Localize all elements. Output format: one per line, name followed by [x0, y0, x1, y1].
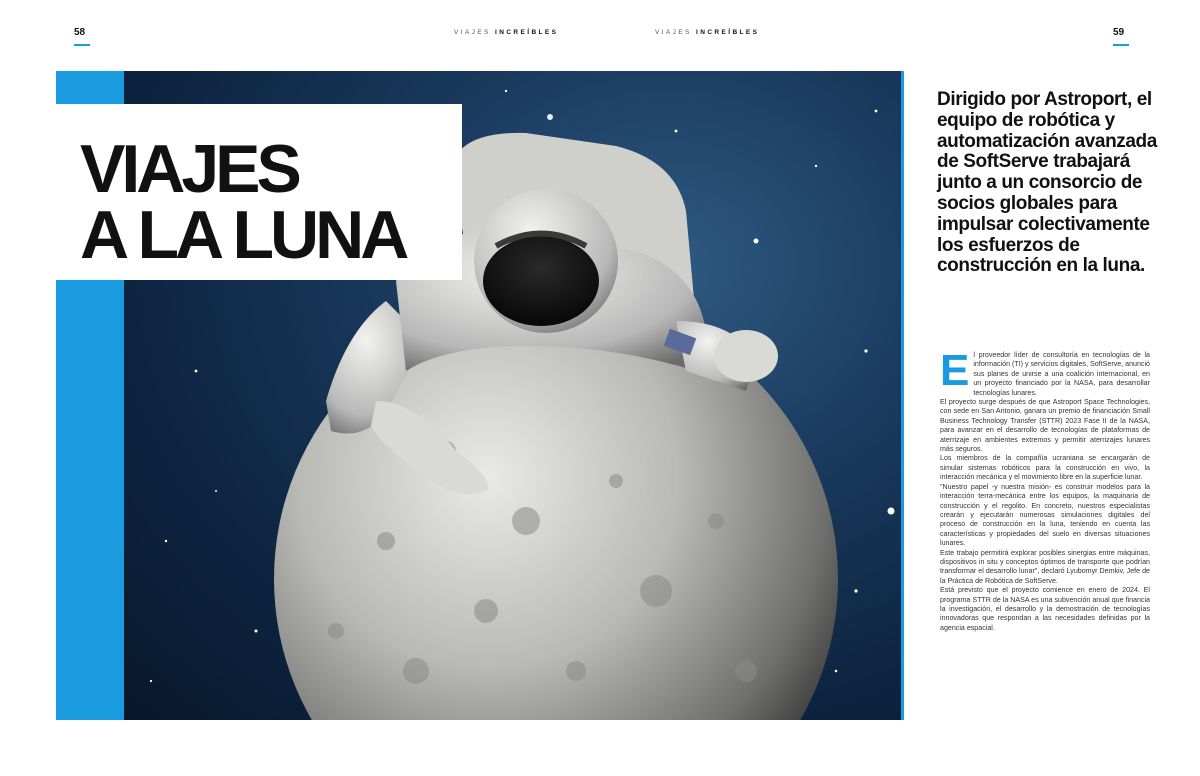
running-head-right [655, 29, 759, 36]
running-head-light: VIAJES [454, 29, 491, 36]
body-paragraph: El proyecto surge después de que Astroport Space Technologies, con sede en San Antonio, ganara un premio de financiación Small Business Technology Transfer (STTR) 2023 Fase II de la NASA, para avanzar en el desarrollo de tecnologías de plataformas de aterrizaje en ambientes extremos y permitir aterrizajes lunares más seguros. [940, 398, 1150, 454]
running-head-bold: INCREÍBLES [495, 29, 559, 36]
drop-cap: E [940, 346, 970, 395]
article-body [940, 346, 1150, 633]
running-head-bold: INCREÍBLES [696, 29, 760, 36]
page-number-underline [74, 44, 90, 46]
page-number-left-text: 58 [74, 27, 86, 38]
page-number-left [74, 27, 90, 46]
article-title [80, 131, 406, 273]
page-number-right [1113, 27, 1129, 46]
body-paragraph: "Nuestro papel -y nuestra misión- es construir modelos para la interacción terra-mecánica entre los equipos, la maquinaria de construcción y el regolito. En concreto, nuestros especialistas crearán y ejecutarán numerosas simulaciones digitales del proceso de construcción en la luna, teniendo en cuenta las características y propiedades del suelo en diversas situaciones lunares. [940, 482, 1150, 548]
photo-right-accent [901, 71, 904, 720]
title-line-1: VIAJES [80, 131, 298, 207]
page-number-right-text: 59 [1113, 27, 1125, 38]
body-paragraph: Este trabajo permitirá explorar posibles sinergias entre máquinas, dispositivos in situ y conceptos óptimos de transporte que podrían transformar el desarrollo lunar", declaró Lyubomyr Demkiv, Jefe de la Práctica de Robótica de SoftServe. [940, 548, 1150, 585]
title-line-2: A LA LUNA [80, 197, 406, 273]
body-paragraph-text: l proveedor líder de consultoría en tecnologías de la información (TI) y servicios digitales, SoftServe, anunció sus planes de unirse a una coalición internacional, en un proyecto financiado por la NASA, para desarrollar tecnologías lunares. [973, 351, 1150, 397]
article-lead: Dirigido por Astroport, el equipo de robótica y automatización avanzada de SoftServe trabajará junto a un consorcio de socios globales para impulsar colectivamente los esfuerzos de construcción en la luna. [937, 89, 1157, 277]
running-head-left [454, 29, 558, 36]
body-paragraph [940, 346, 1150, 398]
body-paragraph: Los miembros de la compañía ucraniana se encargarán de simular sistemas robóticos para la construcción en vivo, la interacción mecánica y el movimiento libre en la superficie lunar. [940, 454, 1150, 482]
running-head-light: VIAJES [655, 29, 692, 36]
page-number-underline [1113, 44, 1129, 46]
body-paragraph: Está previsto que el proyecto comience en enero de 2024. El programa STTR de la NASA es una subvención anual que financia la investigación, el desarrollo y la demostración de tecnologías innovadoras que respondan a las necesidades definidas por la agencia espacial. [940, 586, 1150, 632]
